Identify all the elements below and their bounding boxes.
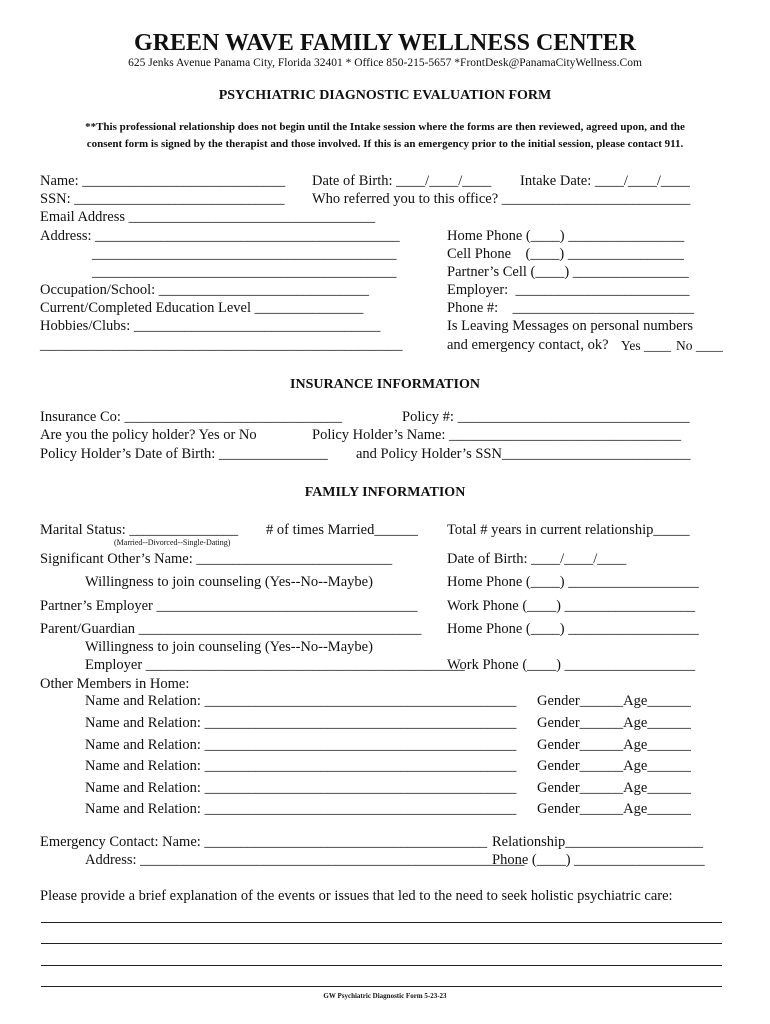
insurance-company-field[interactable]: Insurance Co: ______________________________ (40, 409, 343, 425)
member-gender-age-field[interactable]: Gender______Age______ (537, 737, 691, 753)
member-name-relation-field[interactable]: Name and Relation: ___________________________________________ (85, 758, 517, 774)
partner-work-phone[interactable]: Work Phone (____) __________________ (447, 598, 696, 614)
member-name-relation-field[interactable]: Name and Relation: ___________________________________________ (85, 693, 517, 709)
employer-field[interactable]: Employer: ________________________ (447, 282, 690, 298)
center-address: 625 Jenks Avenue Panama City, Florida 32401 * Office 850-215-5657 *FrontDesk@PanamaCityWellness.Com (128, 57, 642, 69)
hobbies-line-2[interactable]: __________________________________________________ (40, 337, 403, 353)
explanation-line[interactable] (41, 986, 722, 987)
member-gender-age-field[interactable]: Gender______Age______ (537, 693, 691, 709)
messages-no-field[interactable]: No ____ (676, 338, 723, 353)
notice-line-1: **This professional relationship does not begin until the Intake session where the forms are then reviewed, agreed upon, and the (85, 121, 685, 133)
explanation-line[interactable] (41, 965, 722, 966)
significant-other-name-field[interactable]: Significant Other’s Name: ___________________________ (40, 551, 393, 567)
policy-holder-question[interactable]: Are you the policy holder? Yes or No (40, 427, 257, 443)
significant-other-willingness[interactable]: Willingness to join counseling (Yes--No--Maybe) (85, 574, 373, 590)
parent-guardian-field[interactable]: Parent/Guardian _______________________________________ (40, 621, 422, 637)
messages-question: Is Leaving Messages on personal numbers (447, 318, 694, 334)
address-line-2[interactable]: __________________________________________ (92, 246, 397, 262)
member-gender-age-field[interactable]: Gender______Age______ (537, 715, 691, 731)
parent-willingness[interactable]: Willingness to join counseling (Yes--No--Maybe) (85, 639, 373, 655)
family-heading: FAMILY INFORMATION (304, 485, 466, 500)
member-name-relation-field[interactable]: Name and Relation: ___________________________________________ (85, 715, 517, 731)
date-of-birth-field[interactable]: Date of Birth: ____/____/____ (312, 173, 492, 189)
ssn-field[interactable]: SSN: _____________________________ (40, 191, 285, 207)
center-name-title: GREEN WAVE FAMILY WELLNESS CENTER (134, 30, 636, 56)
years-relationship-field[interactable]: Total # years in current relationship_____ (447, 522, 690, 538)
messages-yes-field[interactable]: Yes ____ (621, 338, 672, 353)
member-name-relation-field[interactable]: Name and Relation: ___________________________________________ (85, 801, 517, 817)
name-field[interactable]: Name: ____________________________ (40, 173, 286, 189)
parent-work-phone[interactable]: Work Phone (____) __________________ (447, 657, 696, 673)
emergency-address-field[interactable]: Address: _____________________________________________________ (85, 852, 525, 868)
member-name-relation-field[interactable]: Name and Relation: ___________________________________________ (85, 737, 517, 753)
member-gender-age-field[interactable]: Gender______Age______ (537, 801, 691, 817)
member-gender-age-field[interactable]: Gender______Age______ (537, 758, 691, 774)
significant-other-dob-field[interactable]: Date of Birth: ____/____/____ (447, 551, 627, 567)
explanation-line[interactable] (41, 943, 722, 944)
parent-employer-field[interactable]: Employer ____________________________________________ (85, 657, 465, 673)
hobbies-field[interactable]: Hobbies/Clubs: __________________________________ (40, 318, 381, 334)
occupation-field[interactable]: Occupation/School: _____________________________ (40, 282, 370, 298)
home-phone-field[interactable]: Home Phone (____) ________________ (447, 228, 685, 244)
marital-status-options: (Married--Divorced--Single-Dating) (114, 538, 231, 547)
intake-date-field[interactable]: Intake Date: ____/____/____ (520, 173, 690, 189)
referred-by-field[interactable]: Who referred you to this office? __________________________ (312, 191, 691, 207)
cell-phone-field[interactable]: Cell Phone (____) ________________ (447, 246, 684, 262)
policy-number-field[interactable]: Policy #: ________________________________ (402, 409, 690, 425)
member-gender-age-field[interactable]: Gender______Age______ (537, 780, 691, 796)
other-members-label: Other Members in Home: (40, 676, 190, 692)
policy-holder-dob-field[interactable]: Policy Holder’s Date of Birth: _______________ (40, 446, 328, 462)
messages-question-line-2: and emergency contact, ok? (447, 337, 609, 353)
explanation-prompt: Please provide a brief explanation of the events or issues that led to the need to seek holistic psychiatric care: (40, 888, 673, 904)
form-footer: GW Psychiatric Diagnostic Form 5-23-23 (323, 992, 447, 1000)
policy-holder-name-field[interactable]: Policy Holder’s Name: ________________________________ (312, 427, 682, 443)
employer-phone-field[interactable]: Phone #: _________________________ (447, 300, 694, 316)
address-field[interactable]: Address: __________________________________________ (40, 228, 400, 244)
explanation-line[interactable] (41, 922, 722, 923)
form-title: PSYCHIATRIC DIAGNOSTIC EVALUATION FORM (218, 88, 552, 103)
times-married-field[interactable]: # of times Married______ (266, 522, 418, 538)
emergency-contact-name-field[interactable]: Emergency Contact: Name: _______________________________________ (40, 834, 488, 850)
notice-line-2: consent form is signed by the therapist and those involved. If this is an emergency prior to the initial session, please contact 911. (86, 138, 684, 150)
marital-status-field[interactable]: Marital Status: _______________ (40, 522, 239, 538)
email-field[interactable]: Email Address __________________________________ (40, 209, 376, 225)
insurance-heading: INSURANCE INFORMATION (290, 377, 480, 392)
emergency-relationship-field[interactable]: Relationship___________________ (492, 834, 704, 850)
significant-other-home-phone[interactable]: Home Phone (____) __________________ (447, 574, 699, 590)
policy-holder-ssn-field[interactable]: and Policy Holder’s SSN__________________________ (356, 446, 691, 462)
parent-home-phone[interactable]: Home Phone (____) __________________ (447, 621, 699, 637)
address-line-3[interactable]: __________________________________________ (92, 264, 397, 280)
partner-cell-field[interactable]: Partner’s Cell (____) ________________ (447, 264, 689, 280)
education-field[interactable]: Current/Completed Education Level _______________ (40, 300, 364, 316)
member-name-relation-field[interactable]: Name and Relation: ___________________________________________ (85, 780, 517, 796)
emergency-phone-field[interactable]: Phone (____) __________________ (492, 852, 705, 868)
partner-employer-field[interactable]: Partner’s Employer ____________________________________ (40, 598, 418, 614)
